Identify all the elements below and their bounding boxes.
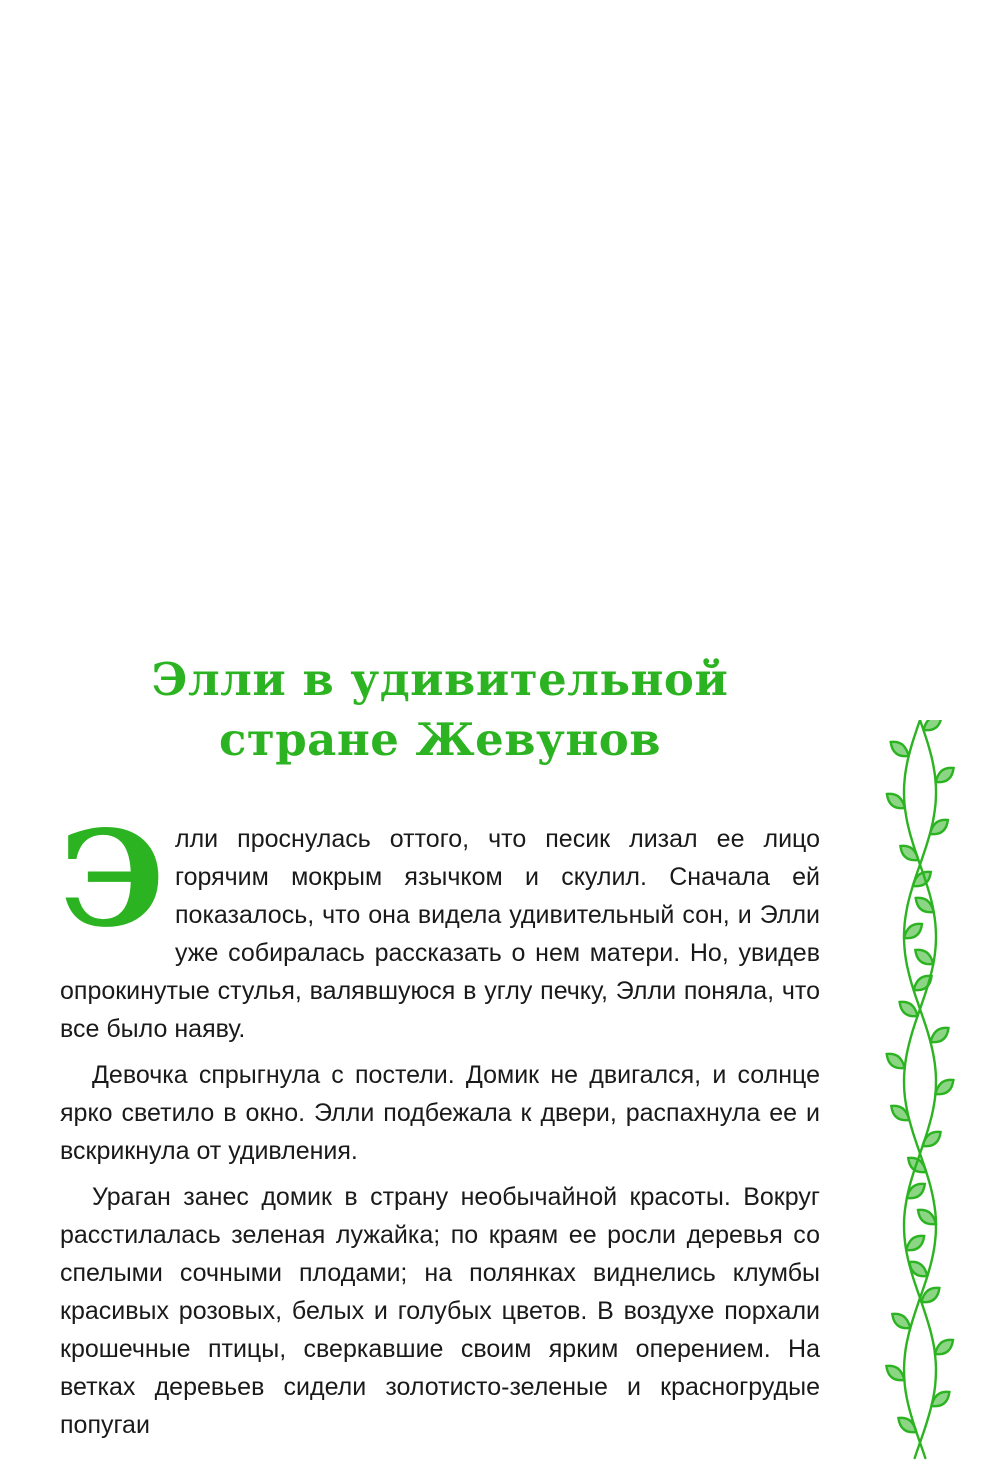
chapter-title-line-1: Элли в удивительной [151, 653, 729, 706]
vine-leaf [935, 1340, 953, 1354]
vine-leaf [936, 768, 954, 782]
vine-leaf [892, 1314, 910, 1328]
paragraph-2: Девочка спрыгнула с постели. Домик не двигался, и солнце ярко светило в окно. Элли подбежала к двери, распахнула ее и вскрикнула от удивления. [60, 1061, 820, 1165]
vine-leaf [904, 924, 922, 938]
paragraph-1 [60, 802, 820, 1048]
drop-cap: Э [60, 802, 165, 957]
vine-leaf [914, 976, 932, 990]
vine-leaf [900, 846, 918, 860]
chapter-title [60, 650, 820, 770]
vine-leaf [891, 742, 909, 756]
chapter-title-line-2: стране Жевунов [218, 713, 662, 766]
vine-leaf [887, 1054, 905, 1068]
paragraph-3: Ураган занес домик в страну необычайной красоты. Вокруг расстилалась зеленая лужайка; по краям ее росли деревья со спелыми сочными плодами; на полянках виднелись клумбы красивых розовых, белых и голубых цветов. В воздухе порхали крошечные птицы, сверкавшие своим ярким оперением. На ветках деревьев сидели золотисто-зеленые и красногрудые попугаи [60, 1183, 820, 1439]
paragraph-1-text: лли проснулась оттого, что песик лизал ее лицо горячим мокрым язычком и скулил. Сначала ей показалось, что она видела удивительный сон, и Элли уже собиралась рассказать о нем матери. Но, увидев опрокинутые стулья, валявшуюся в углу печку, Элли поняла, что все было наяву. [60, 825, 820, 1043]
vine-ornament-icon [870, 720, 970, 1460]
vine-leaf [900, 1002, 918, 1016]
chapter-body [60, 802, 820, 1452]
vine-leaf [923, 1132, 941, 1146]
vine-leaf [931, 1028, 949, 1042]
vine-leaf [935, 1080, 953, 1094]
vine-leaf [921, 1288, 939, 1302]
vine-leaf [915, 950, 933, 964]
vine-leaf [918, 1210, 936, 1224]
vine-leaf [924, 720, 942, 730]
vine-leaf [908, 1158, 926, 1172]
vine-leaf [887, 794, 905, 808]
vine-leaf [886, 1366, 904, 1380]
vine-leaf [906, 1236, 924, 1250]
